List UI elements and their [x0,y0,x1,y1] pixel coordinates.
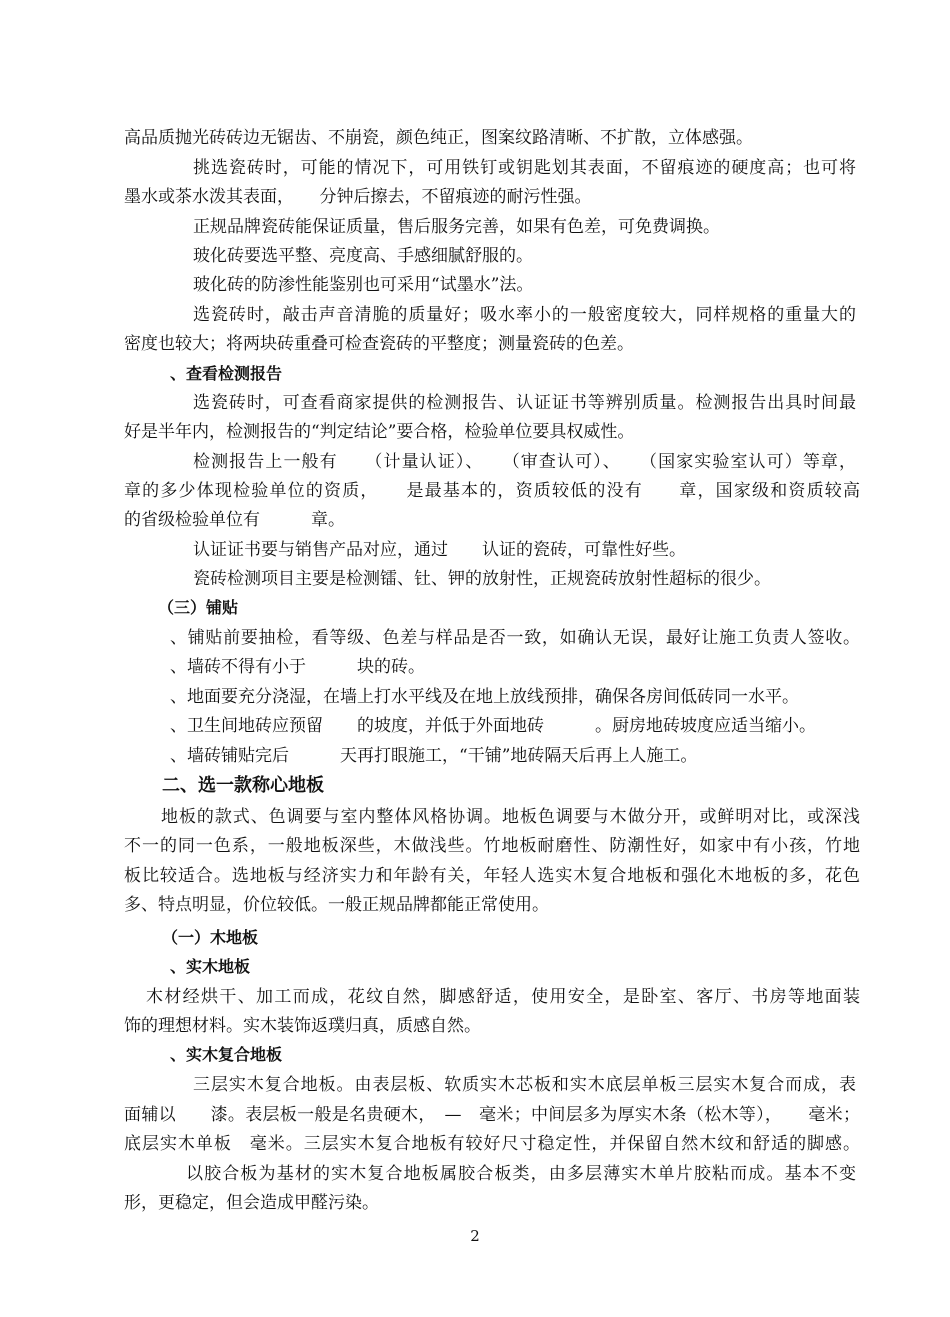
paragraph-line: 选瓷砖时，敲击声音清脆的质量好；吸水率小的一般密度较大，同样规格的重量大的 [193,305,856,325]
paragraph-line: 检测报告上一般有 （计量认证）、 （审查认可）、 （国家实验室认可）等章， [193,452,856,472]
paragraph-line: 玻化砖要选平整、亮度高、手感细腻舒服的。 [193,246,533,266]
paragraph-line: 玻化砖的防渗性能鉴别也可采用“试墨水”法。 [193,275,534,295]
paragraph-line: 正规品牌瓷砖能保证质量，售后服务完善，如果有色差，可免费调换。 [193,217,720,237]
paragraph-line: 好是半年内，检测报告的“判定结论”要合格，检验单位要具权威性。 [124,422,635,442]
paragraph-line: 章的多少体现检验单位的资质， 是最基本的，资质较低的没有 章，国家级和资质较高 [124,481,860,501]
heading: （三）铺贴 [158,598,239,617]
heading: 、实木复合地板 [170,1045,283,1064]
paragraph-line: 地板的款式、色调要与室内整体风格协调。地板色调要与木做分开，或鲜明对比，或深浅 [161,807,860,827]
paragraph-line: 面辅以 漆。表层板一般是名贵硬木， — 毫米；中间层多为厚实木条（松木等）， 毫米； [124,1105,860,1125]
paragraph-line: 、墙砖铺贴完后 天再打眼施工，“干铺”地砖隔天后再上人施工。 [170,746,698,766]
paragraph-line: 选瓷砖时，可查看商家提供的检测报告、认证证书等辨别质量。检测报告出具时间最 [193,393,856,413]
paragraph-line: 、铺贴前要抽检，看等级、色差与样品是否一致，如确认无误，最好让施工负责人签收。 [170,628,860,648]
paragraph-line: 饰的理想材料。实木装饰返璞归真，质感自然。 [124,1016,481,1036]
heading: 二、选一款称心地板 [162,775,324,796]
paragraph-line: 板比较适合。选地板与经济实力和年龄有关，年轻人选实木复合地板和强化木地板的多，花色 [124,866,860,886]
paragraph-line: 、地面要充分浇湿，在墙上打水平线及在地上放线预排，确保各房间低砖同一水平。 [170,687,799,707]
paragraph-line: 墨水或茶水泼其表面， 分钟后擦去，不留痕迹的耐污性强。 [124,187,592,207]
paragraph-line: 密度也较大；将两块砖重叠可检查瓷砖的平整度；测量瓷砖的色差。 [124,334,634,354]
paragraph-line: 不一的同一色系，一般地板深些，木做浅些。竹地板耐磨性、防潮性好，如家中有小孩，竹地 [124,836,860,856]
paragraph-line: 的省级检验单位有 章。 [124,510,345,530]
paragraph-line: 认证证书要与销售产品对应，通过 认证的瓷砖，可靠性好些。 [193,540,686,560]
paragraph-line: 形，更稳定，但会造成甲醛污染。 [124,1193,379,1213]
paragraph-line: 底层实木单板 毫米。三层实木复合地板有较好尺寸稳定性，并保留自然木纹和舒适的脚感。 [124,1134,860,1154]
paragraph-line: 三层实木复合地板。由表层板、软质实木芯板和实木底层单板三层实木复合而成，表 [193,1075,856,1095]
paragraph-line: 瓷砖检测项目主要是检测镭、钍、钾的放射性，正规瓷砖放射性超标的很少。 [193,569,771,589]
heading: （一）木地板 [162,928,259,947]
paragraph-line: 木材经烘干、加工而成，花纹自然，脚感舒适，使用安全，是卧室、客厅、书房等地面装 [146,987,860,1007]
heading: 、实木地板 [170,957,251,976]
paragraph-line: 挑选瓷砖时，可能的情况下，可用铁钉或钥匙划其表面，不留痕迹的硬度高；也可将 [193,158,856,178]
paragraph-line: 多、特点明显，价位较低。一般正规品牌都能正常使用。 [124,895,549,915]
paragraph-line: 、卫生间地砖应预留 的坡度，并低于外面地砖 。厨房地砖坡度应适当缩小。 [170,716,816,736]
heading: 、查看检测报告 [170,364,283,383]
paragraph-line: 高品质抛光砖砖边无锯齿、不崩瓷，颜色纯正，图案纹路清晰、不扩散，立体感强。 [124,128,753,148]
page-number: 2 [470,1227,480,1245]
paragraph-line: 以胶合板为基材的实木复合地板属胶合板类，由多层薄实木单片胶粘而成。基本不变 [186,1164,856,1184]
paragraph-line: 、墙砖不得有小于 块的砖。 [170,657,425,677]
